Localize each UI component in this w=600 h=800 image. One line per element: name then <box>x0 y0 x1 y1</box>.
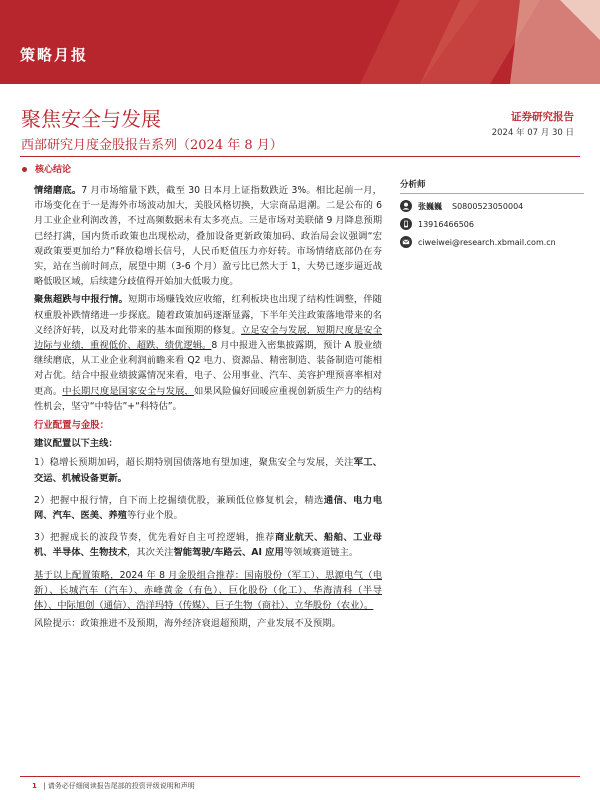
paragraph-sentiment: 情绪磨底。7 月市场缩量下跌，截至 30 日本月上证指数跌近 3%。相比起前一月，市场变化在于一是海外市场波动加大，美股风格切换，大宗商品退潮。二是公布的 6 月工业企业利润改善，不过高频数据未有太多亮点。三是市场对美联储 9 月降息预期已经打满，国内货币政策也出现松动，叠加设备更新政策加码、政治局会议强调“宏观政策要更加给力”释放稳增长信号，人民币贬值压力亦好转。市场情绪底部仍在夯实，站在当前时间点，展望中期（3-6 个月）盈亏比已然大于 1，大势已逐步逼近战略低吸区域，后续建分歧值得开始加大低吸力度。 <box>34 185 382 288</box>
analyst-email[interactable]: ciweiwei@research.xbmail.com.cn <box>418 237 556 247</box>
report-type: 证券研究报告 <box>511 111 574 123</box>
footer-divider <box>20 776 580 777</box>
list-item: 3）把握成长的波段节奏，优先看好自主可控逻辑，推荐商业航天、船舶、工业母机、半导体、生物技术，其次关注智能驾驶/车路云、AI 应用等领域赛道链主。 <box>34 532 382 559</box>
footer-divider-bar: | <box>43 782 46 790</box>
main-content <box>34 183 382 634</box>
header-banner <box>0 0 600 84</box>
page-number: 1 <box>32 782 37 790</box>
footer <box>32 781 195 791</box>
mail-icon <box>400 236 412 248</box>
paragraph-focus: 聚焦超跌与中报行情。短期市场赚钱效应收缩，红利板块也出现了结构性调整，伴随权重股补跌情绪进一步探底。随着政策加码逐渐显露，下半年关注政策落地带来的名义经济好转，以及对此带来的基本面预期的修复。立足安全与发展，短期尺度是安全边际与业绩，重视低价、超跌、绩优逻辑。8 月中报进入密集披露期，预计 A 股业绩继续磨底，从工业企业利润前瞻来看 Q2 电力、资源品、精密制造、装备制造可能相对占优。结合中报业绩披露情况来看，电子、公用事业、汽车、美容护理预喜率相对更高。中长期尺度是国家安全与发展，如果风险偏好回暖应重视创新质生产力的结构性机会，坚守“中特估”+“科特估”。 <box>34 294 382 412</box>
report-date: 2024 年 07 月 30 日 <box>491 128 574 138</box>
config-heading: 建议配置以下主线： <box>34 438 118 450</box>
risk-warning: 风险提示：政策推进不及预期，海外经济衰退超预期，产业发展不及预期。 <box>34 618 341 630</box>
portfolio-recommendation: 基于以上配置策略，2024 年 8 月金股组合推荐：国南股份（军工）、思源电气（电新）、长城汽车（汽车）、赤峰黄金（有色）、巨化股份（化工）、华海清科（半导体）、中际旭创（通信）、浩洋玛特（传媒）、巨子生物（商社）、立华股份（农业）。 <box>34 569 382 612</box>
analyst-name-row <box>400 200 584 212</box>
analyst-phone: 13916466506 <box>418 219 474 229</box>
disclaimer-text: 请务必仔细阅读报告尾部的投资评级说明和声明 <box>47 782 195 790</box>
analyst-panel <box>400 178 584 248</box>
analyst-license: S0800523050004 <box>452 201 524 211</box>
analyst-heading: 分析师 <box>400 178 584 194</box>
list-item: 2）把握中报行情，自下而上挖掘绩优股，兼顾低位修复机会，精选通信、电力电网、汽车、医美、养殖等行业个股。 <box>34 494 382 522</box>
phone-icon <box>400 218 412 230</box>
page-subtitle: 西部研究月度金股报告系列（2024 年 8 月） <box>21 138 283 153</box>
bullet-icon <box>22 167 27 172</box>
section-heading-core: 核心结论 <box>22 162 71 175</box>
person-icon <box>400 200 412 212</box>
analyst-email-row[interactable] <box>400 236 584 248</box>
divider <box>20 156 580 157</box>
report-category: 策略月报 <box>20 46 89 64</box>
banner-decoration <box>360 0 600 84</box>
section-heading-industry: 行业配置与金股： <box>34 420 110 432</box>
list-item: 1）稳增长预期加码，超长期特别国债落地有望加速，聚焦安全与发展，关注军工、交运、机械设备更新。 <box>34 457 382 484</box>
analyst-name: 张巍巍 <box>418 201 442 211</box>
analyst-phone-row <box>400 218 584 230</box>
page-title: 聚焦安全与发展 <box>21 107 161 131</box>
